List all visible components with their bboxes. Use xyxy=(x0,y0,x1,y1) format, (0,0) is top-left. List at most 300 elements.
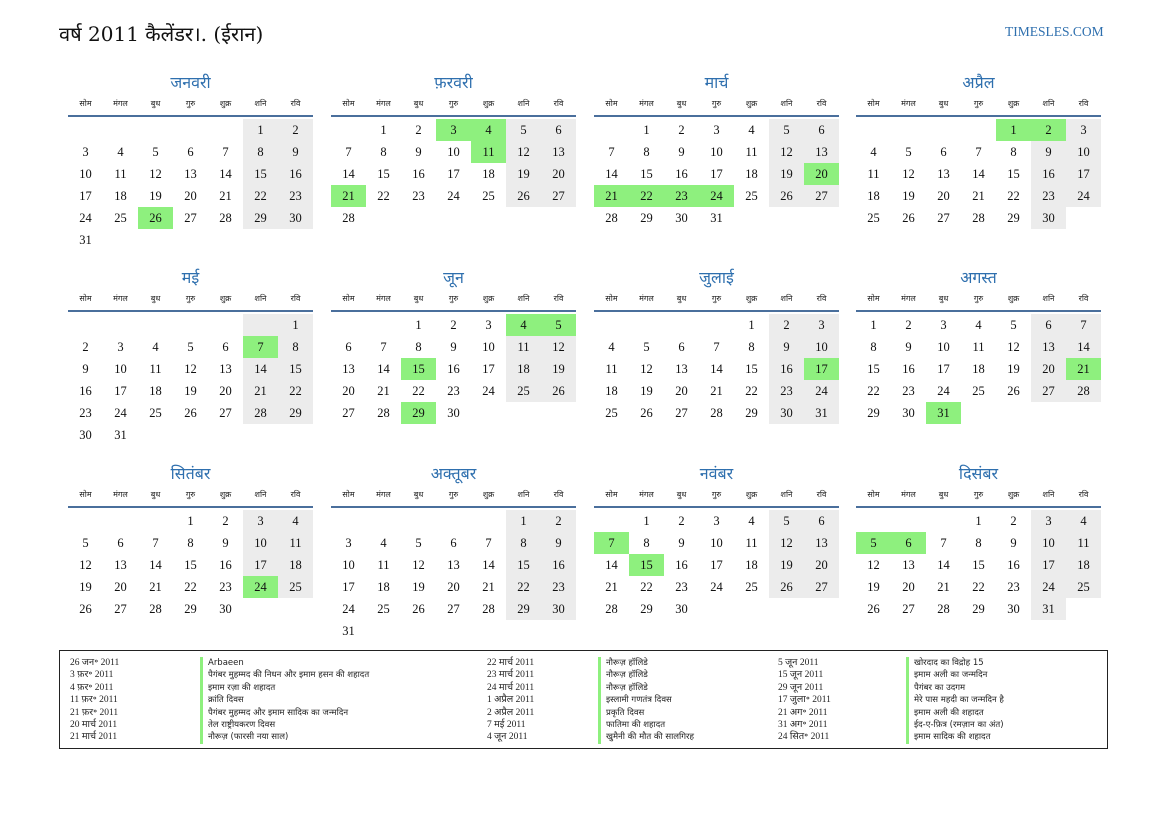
day-cell: 29 xyxy=(972,602,985,616)
day-cell: 18 xyxy=(377,580,390,594)
empty-cell xyxy=(103,314,138,336)
day-cell: 25 xyxy=(972,384,985,398)
day-cell: 23 xyxy=(902,384,915,398)
day-cell: 2 xyxy=(450,318,457,332)
day-cell: 30 xyxy=(769,402,804,424)
day-cell: 29 xyxy=(640,211,653,225)
weekday-label: शुक्र xyxy=(482,99,495,108)
day-cell: 23 xyxy=(675,580,688,594)
weekday-header xyxy=(68,290,313,312)
day-cell: 17 xyxy=(710,167,723,181)
day-cell: 8 xyxy=(643,536,650,550)
weekday-label: शनि xyxy=(517,490,530,499)
day-cell: 13 xyxy=(342,362,355,376)
day-cell: 7 xyxy=(380,340,387,354)
day-cell: 8 xyxy=(1010,145,1017,159)
weekday-label: शुक्र xyxy=(219,490,232,499)
day-cell: 28 xyxy=(243,402,278,424)
holiday-name: पैगंबर का उदगम xyxy=(906,682,1004,694)
day-cell: 15 xyxy=(184,558,197,572)
day-cell: 19 xyxy=(412,580,425,594)
holiday-name: नौरूज़ (फारसी नया साल) xyxy=(200,731,369,743)
holiday-cell: 15 xyxy=(629,554,664,576)
holiday-date: 3 फ़र॰ 2011 xyxy=(70,670,114,681)
day-cell: 25 xyxy=(506,380,541,402)
day-cell: 10 xyxy=(1031,532,1066,554)
day-cell: 24 xyxy=(79,211,92,225)
day-cell: 27 xyxy=(1031,380,1066,402)
weekday-label: शुक्र xyxy=(745,294,758,303)
day-cell: 13 xyxy=(937,167,950,181)
day-cell: 2 xyxy=(82,340,89,354)
holiday-date: 15 जून 2011 xyxy=(778,670,824,681)
weekday-label: बुध xyxy=(150,99,161,108)
holiday-cell: 31 xyxy=(926,402,961,424)
weekday-label: बुध xyxy=(938,490,949,499)
day-cell: 30 xyxy=(1031,207,1066,229)
site-link[interactable]: TIMESLES.COM xyxy=(1005,24,1104,39)
day-cell: 6 xyxy=(678,340,685,354)
day-cell: 6 xyxy=(804,510,839,532)
day-cell: 1 xyxy=(380,123,387,137)
day-cell: 18 xyxy=(745,558,758,572)
weekday-header xyxy=(594,486,839,508)
day-cell: 20 xyxy=(541,163,576,185)
day-cell: 10 xyxy=(482,340,495,354)
holiday-cell: 23 xyxy=(664,185,699,207)
day-cell: 22 xyxy=(377,189,390,203)
day-cell: 20 xyxy=(1031,358,1066,380)
day-cell: 1 xyxy=(415,318,422,332)
month-12 xyxy=(856,462,1101,620)
day-cell: 14 xyxy=(342,167,355,181)
day-cell: 11 xyxy=(745,536,758,550)
weekday-header xyxy=(331,95,576,117)
weekday-label: सोम xyxy=(605,294,618,303)
day-cell: 18 xyxy=(867,189,880,203)
day-cell: 16 xyxy=(412,167,425,181)
day-cell: 21 xyxy=(710,384,723,398)
day-cell: 5 xyxy=(187,340,194,354)
weekday-label: मंगल xyxy=(901,490,916,499)
day-cell: 15 xyxy=(972,558,985,572)
empty-cell xyxy=(594,314,629,336)
day-cell: 1 xyxy=(243,119,278,141)
day-cell: 19 xyxy=(506,163,541,185)
day-cell: 21 xyxy=(605,580,618,594)
day-cell: 14 xyxy=(149,558,162,572)
day-cell: 18 xyxy=(745,167,758,181)
day-cell: 13 xyxy=(902,558,915,572)
day-cell: 24 xyxy=(342,602,355,616)
holiday-cell: 2 xyxy=(1031,119,1066,141)
holiday-cell: 6 xyxy=(891,532,926,554)
weekday-label: रवि xyxy=(290,490,301,499)
day-cell: 3 xyxy=(345,536,352,550)
day-cell: 9 xyxy=(278,141,313,163)
month-name: अप्रैल xyxy=(962,73,995,92)
day-cell: 4 xyxy=(748,123,755,137)
empty-cell xyxy=(926,510,961,532)
day-cell: 14 xyxy=(972,167,985,181)
day-cell: 5 xyxy=(506,119,541,141)
holiday-date: 24 मार्च 2011 xyxy=(487,682,535,693)
day-cell: 14 xyxy=(710,362,723,376)
holiday-cell: 24 xyxy=(699,185,734,207)
holiday-cell: 20 xyxy=(804,163,839,185)
holiday-name: पैगंबर मुहम्मद और इमाम सादिक का जन्मदिन xyxy=(200,707,369,719)
empty-cell xyxy=(436,510,471,532)
weekday-label: बुध xyxy=(676,490,687,499)
empty-cell xyxy=(471,510,506,532)
day-cell: 17 xyxy=(342,580,355,594)
weekday-label: गुरु xyxy=(711,99,722,108)
day-cell: 9 xyxy=(415,145,422,159)
day-cell: 9 xyxy=(82,362,89,376)
day-cell: 6 xyxy=(345,340,352,354)
day-cell: 30 xyxy=(902,406,915,420)
day-cell: 4 xyxy=(278,510,313,532)
weekday-label: रवि xyxy=(290,294,301,303)
day-cell: 21 xyxy=(972,189,985,203)
day-cell: 9 xyxy=(905,340,912,354)
weekday-header xyxy=(331,290,576,312)
day-cell: 14 xyxy=(219,167,232,181)
day-cell: 30 xyxy=(278,207,313,229)
weekday-label: रवि xyxy=(1078,490,1089,499)
day-cell: 24 xyxy=(114,406,127,420)
day-cell: 24 xyxy=(1066,185,1101,207)
day-cell: 27 xyxy=(219,406,232,420)
day-cell: 29 xyxy=(640,602,653,616)
day-cell: 15 xyxy=(377,167,390,181)
weekday-header xyxy=(856,290,1101,312)
day-cell: 12 xyxy=(184,362,197,376)
day-cell: 22 xyxy=(1007,189,1020,203)
empty-cell xyxy=(68,119,103,141)
month-3 xyxy=(594,71,839,229)
day-cell: 24 xyxy=(710,580,723,594)
weekday-label: सोम xyxy=(342,490,355,499)
day-cell: 18 xyxy=(605,384,618,398)
day-cell: 11 xyxy=(278,532,313,554)
weekday-label: सोम xyxy=(867,490,880,499)
weekday-label: शुक्र xyxy=(219,99,232,108)
day-cell: 11 xyxy=(506,336,541,358)
month-11 xyxy=(594,462,839,620)
holiday-cell: 11 xyxy=(471,141,506,163)
weekday-label: शनि xyxy=(517,99,530,108)
day-cell: 1 xyxy=(643,123,650,137)
day-cell: 14 xyxy=(1066,336,1101,358)
holiday-cell: 7 xyxy=(594,532,629,554)
weekday-header xyxy=(331,486,576,508)
day-cell: 24 xyxy=(482,384,495,398)
weekday-header xyxy=(68,486,313,508)
day-cell: 27 xyxy=(184,211,197,225)
month-7 xyxy=(594,266,839,424)
weekday-label: शनि xyxy=(1042,490,1055,499)
day-cell: 10 xyxy=(114,362,127,376)
day-cell: 11 xyxy=(377,558,390,572)
weekday-label: सोम xyxy=(79,294,92,303)
day-cell: 27 xyxy=(447,602,460,616)
day-cell: 20 xyxy=(902,580,915,594)
day-cell: 28 xyxy=(937,602,950,616)
day-cell: 3 xyxy=(940,318,947,332)
holiday-date: 21 अग॰ 2011 xyxy=(778,707,828,718)
day-cell: 10 xyxy=(1066,141,1101,163)
holiday-date: 5 जून 2011 xyxy=(778,658,819,668)
day-cell: 27 xyxy=(675,406,688,420)
day-cell: 19 xyxy=(541,358,576,380)
holiday-cell: 22 xyxy=(629,185,664,207)
day-grid xyxy=(68,510,313,620)
day-cell: 31 xyxy=(79,233,92,247)
day-grid xyxy=(856,314,1101,424)
day-cell: 6 xyxy=(1031,314,1066,336)
day-cell: 26 xyxy=(769,185,804,207)
day-cell: 12 xyxy=(867,558,880,572)
day-grid xyxy=(594,314,839,424)
day-cell: 18 xyxy=(506,358,541,380)
day-cell: 11 xyxy=(1066,532,1101,554)
day-cell: 16 xyxy=(675,167,688,181)
month-name: दिसंबर xyxy=(958,464,999,483)
day-grid xyxy=(331,510,576,642)
weekday-label: बुध xyxy=(676,294,687,303)
day-cell: 14 xyxy=(482,558,495,572)
day-cell: 12 xyxy=(1007,340,1020,354)
day-cell: 19 xyxy=(1007,362,1020,376)
holiday-name: फातिमा की शहादत xyxy=(598,719,694,731)
empty-cell xyxy=(173,314,208,336)
day-cell: 29 xyxy=(278,402,313,424)
day-cell: 13 xyxy=(1031,336,1066,358)
weekday-header xyxy=(594,95,839,117)
month-4 xyxy=(856,71,1101,229)
day-cell: 3 xyxy=(82,145,89,159)
weekday-label: सोम xyxy=(867,294,880,303)
holiday-name: नौरूज़ हॉलिडे xyxy=(598,657,694,669)
day-cell: 23 xyxy=(278,185,313,207)
weekday-label: शुक्र xyxy=(745,490,758,499)
day-cell: 8 xyxy=(643,145,650,159)
day-cell: 4 xyxy=(1066,510,1101,532)
day-cell: 16 xyxy=(769,358,804,380)
empty-cell xyxy=(138,510,173,532)
weekday-label: बुध xyxy=(150,490,161,499)
day-cell: 18 xyxy=(278,554,313,576)
day-cell: 22 xyxy=(506,576,541,598)
day-cell: 26 xyxy=(506,185,541,207)
day-cell: 24 xyxy=(447,189,460,203)
day-cell: 13 xyxy=(219,362,232,376)
day-cell: 17 xyxy=(482,362,495,376)
weekday-label: मंगल xyxy=(113,294,128,303)
weekday-label: मंगल xyxy=(376,294,391,303)
weekday-label: रवि xyxy=(816,490,827,499)
day-cell: 12 xyxy=(412,558,425,572)
day-cell: 7 xyxy=(975,145,982,159)
weekday-label: रवि xyxy=(290,99,301,108)
day-cell: 10 xyxy=(79,167,92,181)
holiday-date: 24 सित॰ 2011 xyxy=(778,732,830,743)
day-cell: 17 xyxy=(447,167,460,181)
holiday-cell: 4 xyxy=(471,119,506,141)
holiday-name: क्रांति दिवस xyxy=(200,694,369,706)
weekday-label: गुरु xyxy=(973,490,984,499)
weekday-label: रवि xyxy=(553,99,564,108)
month-name: अक्तूबर xyxy=(430,464,477,483)
holiday-name: नौरूज़ हॉलिडे xyxy=(598,669,694,681)
weekday-header xyxy=(68,95,313,117)
day-cell: 13 xyxy=(804,532,839,554)
day-cell: 28 xyxy=(1066,380,1101,402)
day-cell: 7 xyxy=(485,536,492,550)
day-cell: 20 xyxy=(447,580,460,594)
day-cell: 2 xyxy=(769,314,804,336)
weekday-label: बुध xyxy=(938,99,949,108)
day-cell: 9 xyxy=(541,532,576,554)
weekday-label: गुरु xyxy=(711,294,722,303)
weekday-label: शुक्र xyxy=(482,294,495,303)
day-cell: 14 xyxy=(243,358,278,380)
weekday-label: बुध xyxy=(938,294,949,303)
day-cell: 28 xyxy=(972,211,985,225)
day-cell: 15 xyxy=(243,163,278,185)
day-cell: 11 xyxy=(149,362,162,376)
day-cell: 1 xyxy=(748,318,755,332)
day-cell: 21 xyxy=(243,380,278,402)
day-cell: 28 xyxy=(219,211,232,225)
weekday-label: रवि xyxy=(553,490,564,499)
day-cell: 5 xyxy=(82,536,89,550)
day-cell: 29 xyxy=(1007,211,1020,225)
day-cell: 5 xyxy=(1010,318,1017,332)
empty-cell xyxy=(331,510,366,532)
holiday-name: इमाम अली का जन्मदिन xyxy=(906,669,1004,681)
day-cell: 13 xyxy=(114,558,127,572)
holiday-name: ईद-ए-फ़ित्र (रमज़ान का अंत) xyxy=(906,719,1004,731)
day-cell: 28 xyxy=(377,406,390,420)
weekday-label: गुरु xyxy=(448,294,459,303)
day-cell: 12 xyxy=(769,141,804,163)
day-cell: 13 xyxy=(804,141,839,163)
holiday-date: 17 जुला॰ 2011 xyxy=(778,695,831,706)
empty-cell xyxy=(68,510,103,532)
weekday-label: सोम xyxy=(342,294,355,303)
day-cell: 10 xyxy=(937,340,950,354)
holiday-name: प्रकृति दिवस xyxy=(598,707,694,719)
weekday-label: सोम xyxy=(342,99,355,108)
day-cell: 7 xyxy=(713,340,720,354)
day-cell: 16 xyxy=(1007,558,1020,572)
day-cell: 1 xyxy=(643,514,650,528)
weekday-label: मंगल xyxy=(639,490,654,499)
day-cell: 16 xyxy=(79,384,92,398)
day-cell: 19 xyxy=(79,580,92,594)
day-cell: 5 xyxy=(769,119,804,141)
day-cell: 17 xyxy=(243,554,278,576)
day-cell: 4 xyxy=(117,145,124,159)
day-cell: 7 xyxy=(222,145,229,159)
day-grid xyxy=(594,119,839,229)
day-cell: 6 xyxy=(804,119,839,141)
month-9 xyxy=(68,462,313,620)
day-cell: 17 xyxy=(1031,554,1066,576)
day-cell: 3 xyxy=(117,340,124,354)
day-cell: 25 xyxy=(867,211,880,225)
weekday-label: शनि xyxy=(780,294,793,303)
weekday-label: मंगल xyxy=(113,490,128,499)
weekday-label: शनि xyxy=(254,99,267,108)
holiday-name: इमाम अली की शहादत xyxy=(906,707,1004,719)
day-cell: 15 xyxy=(867,362,880,376)
day-cell: 16 xyxy=(675,558,688,572)
day-cell: 30 xyxy=(675,602,688,616)
day-cell: 16 xyxy=(278,163,313,185)
day-cell: 30 xyxy=(219,602,232,616)
weekday-label: सोम xyxy=(79,99,92,108)
day-cell: 3 xyxy=(713,514,720,528)
month-8 xyxy=(856,266,1101,424)
day-cell: 8 xyxy=(748,340,755,354)
day-cell: 14 xyxy=(937,558,950,572)
weekday-label: शुक्र xyxy=(1007,99,1020,108)
day-cell: 2 xyxy=(541,510,576,532)
day-cell: 13 xyxy=(541,141,576,163)
day-cell: 21 xyxy=(937,580,950,594)
day-cell: 9 xyxy=(1031,141,1066,163)
day-cell: 18 xyxy=(972,362,985,376)
weekday-header xyxy=(856,486,1101,508)
holiday-name: मेरे पास महदी का जन्मदिन है xyxy=(906,694,1004,706)
day-cell: 18 xyxy=(482,167,495,181)
empty-cell xyxy=(629,314,664,336)
holiday-name: खोरदाद का विद्रोह 15 xyxy=(906,657,1004,669)
day-cell: 3 xyxy=(1031,510,1066,532)
day-cell: 7 xyxy=(608,145,615,159)
day-cell: 6 xyxy=(450,536,457,550)
holiday-cell: 15 xyxy=(401,358,436,380)
month-6 xyxy=(331,266,576,424)
day-cell: 26 xyxy=(184,406,197,420)
day-cell: 20 xyxy=(114,580,127,594)
day-cell: 18 xyxy=(114,189,127,203)
holiday-date: 22 मार्च 2011 xyxy=(487,658,535,668)
day-cell: 7 xyxy=(345,145,352,159)
weekday-label: मंगल xyxy=(113,99,128,108)
day-cell: 23 xyxy=(769,380,804,402)
day-cell: 9 xyxy=(222,536,229,550)
day-cell: 23 xyxy=(541,576,576,598)
day-cell: 19 xyxy=(640,384,653,398)
day-cell: 1 xyxy=(506,510,541,532)
weekday-label: शनि xyxy=(780,99,793,108)
day-cell: 31 xyxy=(114,428,127,442)
day-cell: 27 xyxy=(902,602,915,616)
day-cell: 27 xyxy=(937,211,950,225)
day-cell: 28 xyxy=(605,602,618,616)
holiday-cell: 1 xyxy=(996,119,1031,141)
day-cell: 22 xyxy=(745,384,758,398)
day-cell: 21 xyxy=(149,580,162,594)
holiday-date: 23 मार्च 2011 xyxy=(487,670,535,681)
empty-cell xyxy=(208,119,243,141)
day-cell: 15 xyxy=(640,167,653,181)
holiday-date: 31 अग॰ 2011 xyxy=(778,719,828,730)
